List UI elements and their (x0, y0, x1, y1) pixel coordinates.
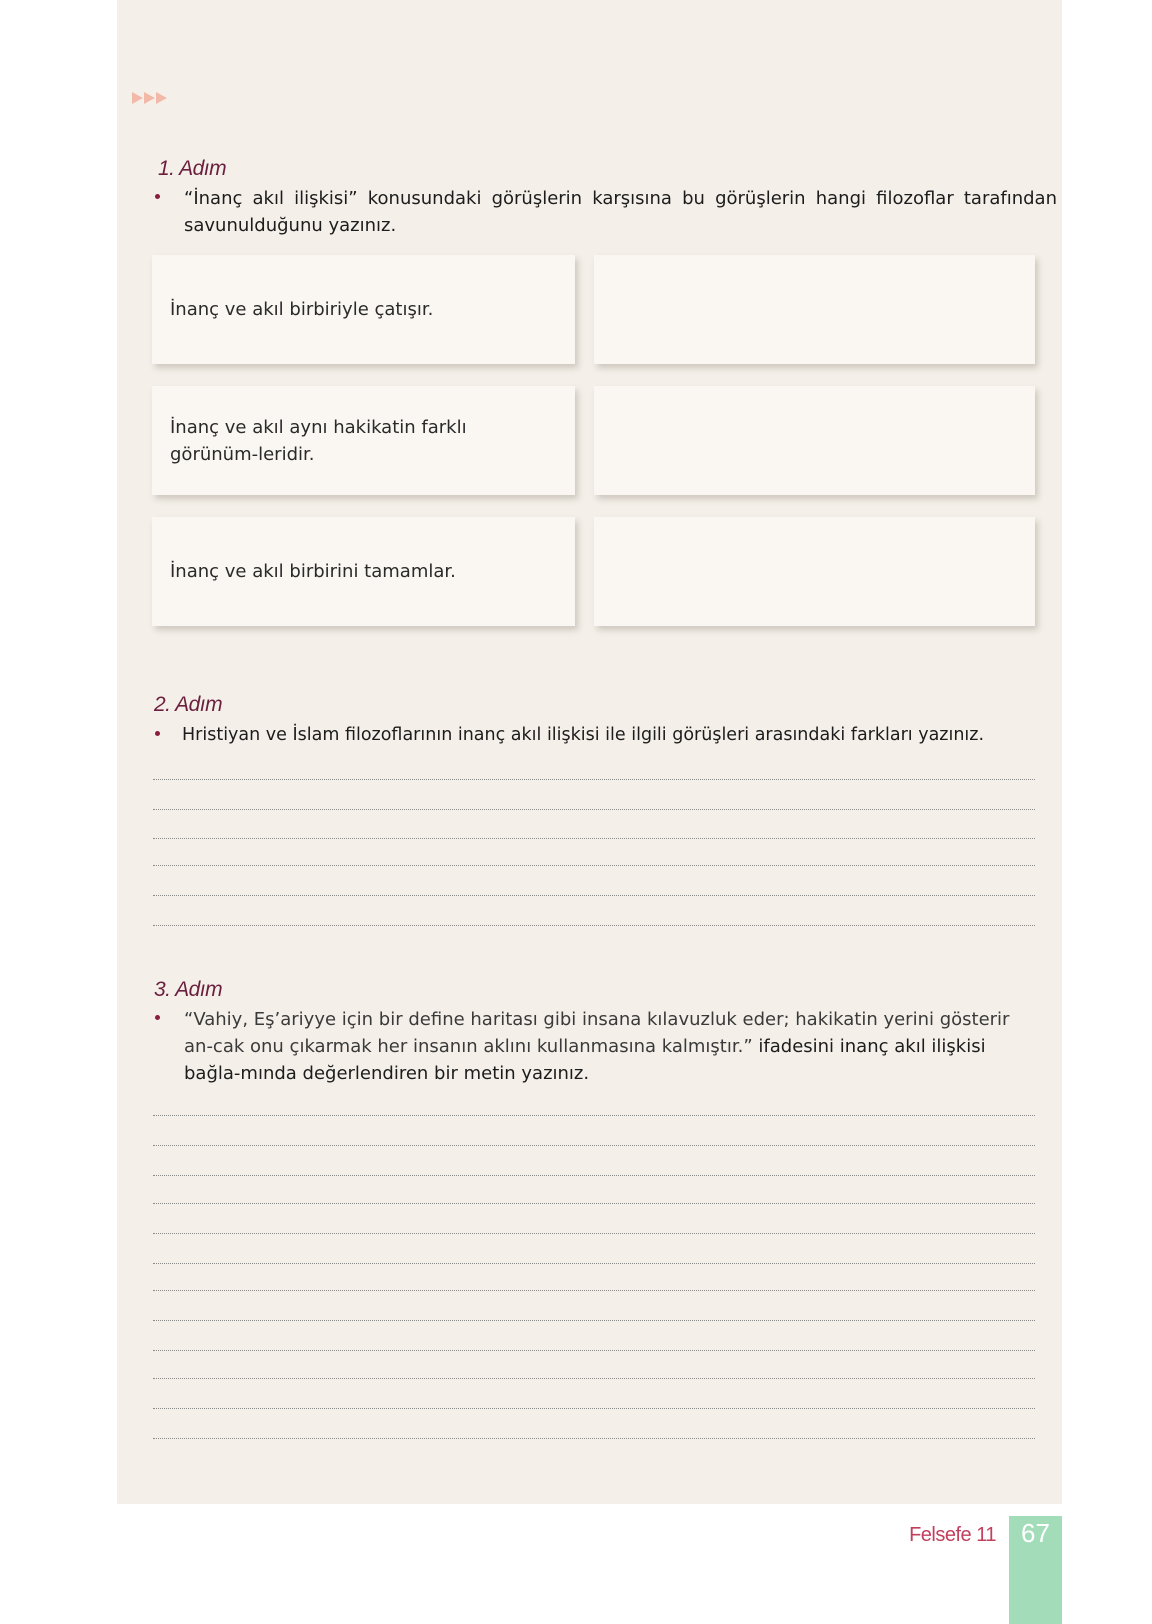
writing-line (153, 1115, 1035, 1116)
step2-instruction: Hristiyan ve İslam filozoflarının inanç akıl ilişkisi ile ilgili görüşleri arasındaki farkları yazınız. (182, 725, 985, 745)
writing-line (153, 1350, 1035, 1351)
book-label: Felsefe 11 (909, 1524, 996, 1546)
page-number-tab (1009, 1516, 1062, 1624)
step1-title: 1. Adım (158, 157, 227, 180)
statement-card-2 (152, 386, 575, 495)
statement-text-1: İnanç ve akıl birbiriyle çatışır. (170, 299, 434, 320)
writing-line (153, 1290, 1035, 1291)
answer-box-3[interactable] (594, 517, 1035, 626)
writing-line (153, 1145, 1035, 1146)
page-number: 67 (1021, 1518, 1050, 1548)
answer-box-1[interactable] (594, 255, 1035, 364)
writing-line (153, 1175, 1035, 1176)
step2-title: 2. Adım (154, 693, 223, 716)
step3-instruction-item (152, 1006, 1057, 1087)
writing-line (153, 895, 1035, 896)
bullet-icon (155, 1015, 160, 1020)
step3-quote: “Vahiy, Eş’ariyye için bir define haritası gibi insana kılavuzluk eder; hakikatin yerini gösterir an-cak onu çıkarmak her insanın aklını kullanmasına kalmıştır.” (184, 1009, 1010, 1057)
writing-line (153, 1233, 1035, 1234)
writing-line (153, 1203, 1035, 1204)
step3-text (184, 1006, 1039, 1087)
writing-line (153, 1320, 1035, 1321)
writing-line (153, 838, 1035, 839)
statement-card-1 (152, 255, 575, 364)
writing-line (153, 925, 1035, 926)
step1-instruction-item (152, 185, 1057, 239)
writing-line (153, 1263, 1035, 1264)
writing-line (153, 779, 1035, 780)
writing-line (153, 809, 1035, 810)
statement-card-3 (152, 517, 575, 626)
step3-instruction: ifadesini inanç akıl ilişkisi bağla-mında değerlendiren bir metin yazınız. (184, 1036, 986, 1084)
statement-text-3: İnanç ve akıl birbirini tamamlar. (170, 561, 456, 582)
writing-line (153, 1408, 1035, 1409)
writing-line (153, 865, 1035, 866)
triple-arrow-icon (132, 92, 167, 104)
step2-instruction-item (152, 722, 1057, 749)
answer-box-2[interactable] (594, 386, 1035, 495)
writing-line (153, 1378, 1035, 1379)
bullet-icon (155, 194, 160, 199)
bullet-icon (155, 731, 160, 736)
writing-line (153, 1438, 1035, 1439)
statement-text-2: İnanç ve akıl aynı hakikatin farklı görünüm-leridir. (170, 417, 467, 465)
step1-instruction: “İnanç akıl ilişkisi” konusundaki görüşlerin karşısına bu görüşlerin hangi filozoflar tarafından savunulduğunu yazınız. (184, 188, 1057, 236)
step3-title: 3. Adım (154, 978, 223, 1001)
